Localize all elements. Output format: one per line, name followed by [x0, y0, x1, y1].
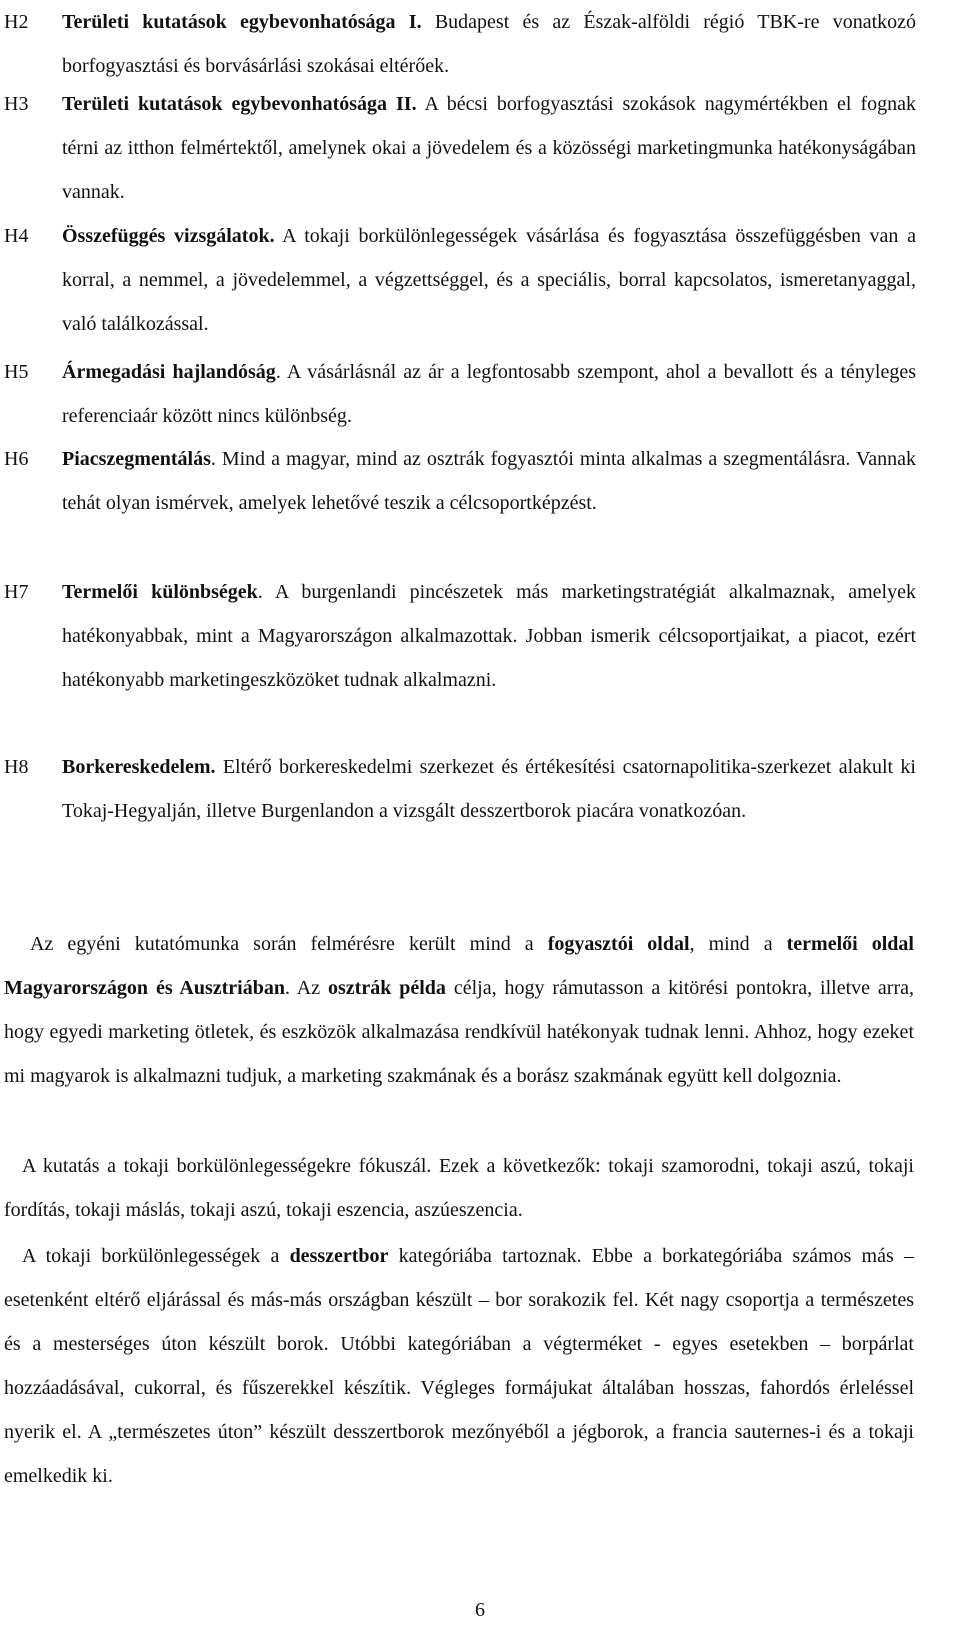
hypothesis-title: Összefüggés vizsgálatok.	[62, 225, 275, 247]
paragraph-emphasis: desszertbor	[289, 1245, 389, 1267]
hypothesis-text: Eltérő borkereskedelmi szerkezet és értékesítési csatornapolitika-szerkezet alakult ki Tokaj-Hegyalján, illetve Burgenlandon a vizsgált desszertborok piacára vonatkozóan.	[62, 756, 916, 822]
body-paragraph-research-focus	[4, 1144, 914, 1232]
body-paragraph-research-scope	[4, 922, 914, 1098]
hypothesis-text: A bécsi borfogyasztási szokások nagymértékben el fognak térni az itthon felmértektől, amelynek okai a jövedelem és a közösségi marketingmunka hatékonyságában vannak.	[62, 93, 916, 203]
hypothesis-text: Budapest és az Észak-alföldi régió TBK-re vonatkozó borfogyasztási és borvásárlási szokásai eltérőek.	[62, 11, 916, 77]
hypothesis-text: . A vásárlásnál az ár a legfontosabb szempont, ahol a bevallott és a tényleges referenciaár között nincs különbség.	[62, 361, 916, 427]
hypothesis-code: H4	[4, 225, 29, 247]
hypothesis-code: H7	[4, 581, 29, 603]
hypothesis-body	[62, 745, 916, 833]
paragraph-emphasis: osztrák példa	[328, 977, 446, 999]
hypothesis-h8	[4, 745, 916, 877]
hypothesis-body	[62, 214, 916, 346]
paragraph-text: A tokaji borkülönlegességek a	[22, 1245, 290, 1267]
hypothesis-body	[62, 350, 916, 438]
hypothesis-code: H8	[4, 756, 29, 778]
hypothesis-text: . Mind a magyar, mind az osztrák fogyasztói minta alkalmas a szegmentálásra. Vannak tehát olyan ismérvek, amelyek lehetővé teszik a célcsoportképzést.	[62, 448, 916, 514]
paragraph-text: Az egyéni kutatómunka során felmérésre került mind a	[30, 933, 548, 955]
hypothesis-body	[62, 0, 916, 88]
page-number: 6	[475, 1599, 485, 1621]
hypothesis-code: H6	[4, 448, 29, 470]
hypothesis-h5	[4, 350, 916, 438]
paragraph-text: , mind a	[689, 933, 787, 955]
hypothesis-title: Területi kutatások egybevonhatósága I.	[62, 11, 422, 33]
hypothesis-text: A tokaji borkülönlegességek vásárlása és fogyasztása összefüggésben van a korral, a nemmel, a jövedelemmel, a végzettséggel, és a speciális, borral kapcsolatos, ismeretanyaggal, való találkozással.	[62, 225, 916, 335]
hypothesis-code: H5	[4, 361, 29, 383]
paragraph-text: A kutatás a tokaji borkülönlegességekre fókuszál. Ezek a következők: tokaji szamorodni, tokaji aszú, tokaji fordítás, tokaji máslás, tokaji aszú, tokaji eszencia, aszúeszencia.	[4, 1155, 914, 1221]
hypothesis-h2	[4, 0, 916, 88]
hypothesis-body	[62, 437, 916, 525]
body-paragraph-dessert-wine	[4, 1234, 914, 1498]
hypothesis-title: Ármegadási hajlandóság	[62, 361, 276, 383]
paragraph-emphasis: termelői oldal Magyarországon és Ausztriában	[4, 933, 914, 999]
hypothesis-h7	[4, 570, 916, 746]
hypothesis-h6	[4, 437, 916, 569]
hypothesis-body	[62, 82, 916, 214]
hypothesis-h3	[4, 82, 916, 214]
hypothesis-title: Piacszegmentálás	[62, 448, 211, 470]
hypothesis-code: H3	[4, 93, 29, 115]
hypothesis-title: Borkereskedelem.	[62, 756, 216, 778]
hypothesis-body	[62, 570, 916, 702]
hypothesis-text: . A burgenlandi pincészetek más marketingstratégiát alkalmaznak, amelyek hatékonyabbak, mint a Magyarországon alkalmazottak. Jobban ismerik célcsoportjaikat, a piacot, ezért hatékonyabb marketingeszközöket tudnak alkalmazni.	[62, 581, 916, 691]
paragraph-emphasis: fogyasztói oldal	[547, 933, 690, 955]
paragraph-text: kategóriába tartoznak. Ebbe a borkategóriába számos más –esetenként eltérő eljárással és más-más országban készült – bor sorakozik fel. Két nagy csoportja a természetes és a mesterséges úton készült borok. Utóbbi kategóriában a végterméket - egyes esetekben – borpárlat hozzáadásával, cukorral, és fűszerekkel készítik. Végleges formájukat általában hosszas, fahordós érleléssel nyerik el. A „természetes úton” készült desszertborok mezőnyéből a jégborok, a francia sauternes-i és a tokaji emelkedik ki.	[4, 1245, 914, 1487]
hypothesis-title: Termelői különbségek	[62, 581, 258, 603]
hypothesis-h4	[4, 214, 916, 346]
hypothesis-code: H2	[4, 11, 29, 33]
paragraph-text: . Az	[284, 977, 329, 999]
hypothesis-title: Területi kutatások egybevonhatósága II.	[62, 93, 417, 115]
paragraph-text: célja, hogy rámutasson a kitörési pontokra, illetve arra, hogy egyedi marketing ötletek, és eszközök alkalmazása rendkívül hatékonyak tudnak lenni. Ahhoz, hogy ezeket mi magyarok is alkalmazni tudjuk, a marketing szakmának és a borász szakmának együtt kell dolgoznia.	[4, 977, 914, 1087]
